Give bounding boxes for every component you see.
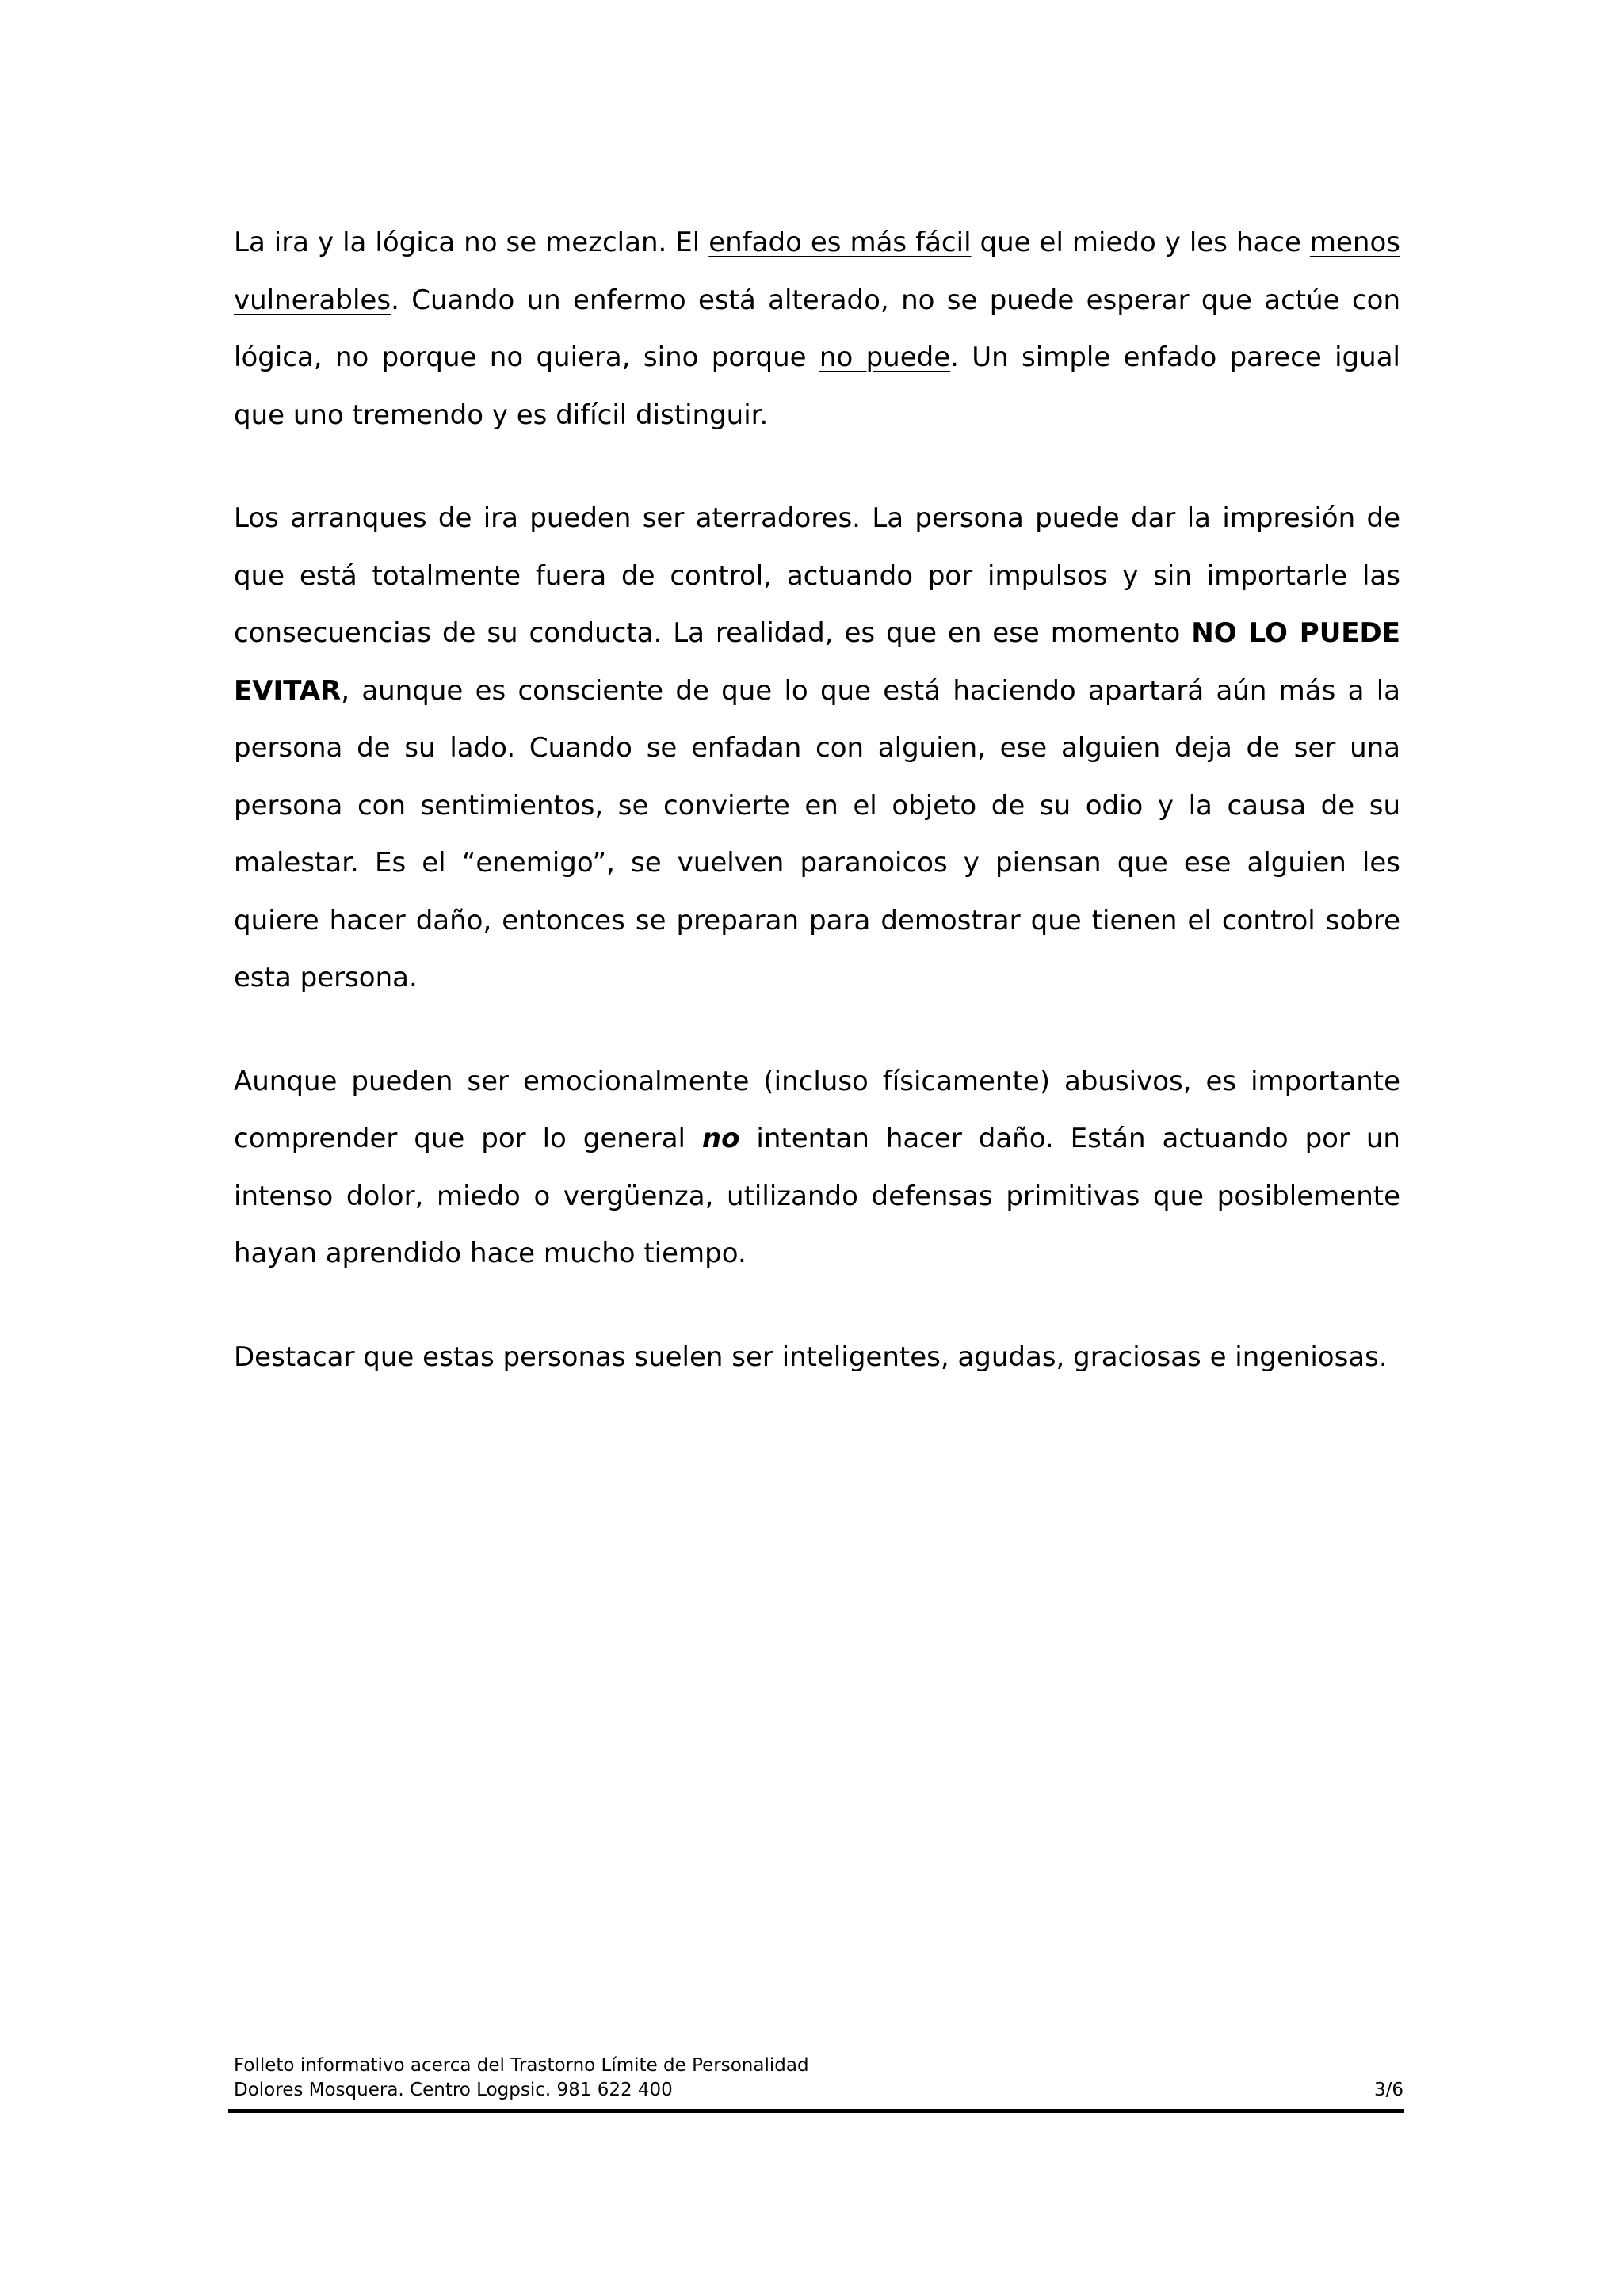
text-run: Aunque pueden ser emocionalmente (incluso físicamente) abusivos, es importante comprender que por lo general [234,1065,1400,1154]
underlined-text: no puede [819,341,951,373]
text-run: . Un simple enfado parece igual que uno tremendo y es difícil distinguir. [234,341,1400,431]
paragraph-anger-outbursts [234,490,1400,1007]
underlined-text: menos vulnerables [234,227,1400,316]
page-number: 3/6 [1373,2080,1403,2100]
footer-title: Folleto informativo acerca del Trastorno Límite de Personalidad [234,2055,809,2076]
text-run: intentan hacer daño. Están actuando por un intenso dolor, miedo o vergüenza, utilizando defensas primitivas que posiblemente hayan aprendido hace mucho tiempo. [234,1123,1400,1269]
paragraph-positive-traits [234,1329,1400,1386]
text-run: Destacar que estas personas suelen ser inteligentes, agudas, graciosas e ingeniosas. [234,1341,1388,1373]
bold-italic-text: no [701,1123,740,1154]
document-body [234,214,1400,1386]
footer-author: Dolores Mosquera. Centro Logpsic. 981 622 400 [234,2080,673,2100]
text-run: que el miedo y les hace [971,227,1310,258]
text-run: , aunque es consciente de que lo que está haciendo apartará aún más a la persona de su lado. Cuando se enfadan con alguien, ese alguien deja de ser una persona con sentimientos, se convierte en el objeto de su odio y la causa de su malestar. Es el “enemigo”, se vuelven paranoicos y piensan que ese alguien les quiere hacer daño, entonces se preparan para demostrar que tienen el control sobre esta persona. [234,674,1400,994]
footer-divider [228,2109,1404,2113]
bold-text: NO LO PUEDE EVITAR [234,617,1400,707]
paragraph-anger-logic [234,214,1400,444]
text-run: La ira y la lógica no se mezclan. El [234,227,709,258]
text-run: . Cuando un enfermo está alterado, no se puede esperar que actúe con lógica, no porque no quiera, sino porque [234,284,1400,373]
page-footer [234,2054,1403,2103]
underlined-text: enfado es más fácil [708,227,972,258]
text-run: Los arranques de ira pueden ser aterradores. La persona puede dar la impresión de que está totalmente fuera de control, actuando por impulsos y sin importarle las consecuencias de su conducta. La realidad, es que en ese momento [234,502,1400,649]
footer-author-line [234,2078,1403,2103]
paragraph-abusive-behavior [234,1053,1400,1283]
